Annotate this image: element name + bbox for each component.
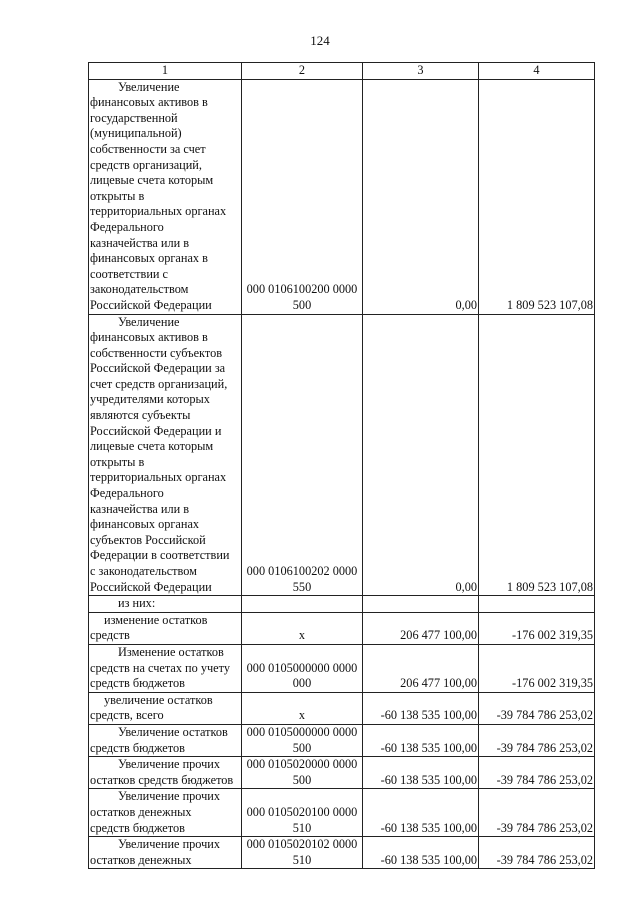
row-name-line: (муниципальной) — [90, 126, 182, 141]
row-name-line: финансовых активов в — [90, 95, 208, 110]
row-name-cell — [89, 644, 242, 692]
table-row — [89, 757, 595, 789]
row-code-line: 000 0105020100 0000 — [246, 804, 358, 819]
row-name-line: казначейства или в — [90, 501, 190, 516]
row-name-line: казначейства или в — [90, 235, 190, 250]
row-name-line: средств бюджетов — [90, 740, 185, 755]
row-name-line: открыты в — [90, 454, 145, 469]
row-name-cell — [89, 314, 242, 596]
row-value-col4: -176 002 319,35 — [479, 612, 595, 644]
row-value-col3: -60 138 535 100,00 — [363, 757, 479, 789]
row-name-line: средств — [90, 628, 130, 643]
row-name-line: счет средств организаций, — [90, 376, 228, 391]
table-body — [89, 79, 595, 869]
row-name-cell — [89, 837, 242, 869]
row-name-line: средств бюджетов — [90, 676, 185, 691]
row-name-line: финансовых органах в — [90, 251, 208, 266]
row-name-line: территориальных органах — [90, 470, 227, 485]
row-code-cell — [242, 79, 363, 314]
row-name-line: Российской Федерации — [90, 297, 212, 312]
row-value-col4 — [479, 596, 595, 613]
row-code-cell — [242, 596, 363, 613]
table-row — [89, 596, 595, 613]
header-col-4: 4 — [479, 63, 595, 80]
row-value-col4: -176 002 319,35 — [479, 644, 595, 692]
row-name-line: открыты в — [90, 188, 145, 203]
row-code-cell — [242, 757, 363, 789]
row-name-cell — [89, 724, 242, 756]
row-value-col3: 206 477 100,00 — [363, 644, 479, 692]
row-code-line: 000 0106100200 0000 — [246, 282, 358, 297]
table-header-row — [89, 63, 595, 80]
row-value-col4: -39 784 786 253,02 — [479, 692, 595, 724]
row-name-line: Увеличение — [118, 79, 180, 94]
row-name-line: финансовых активов в — [90, 330, 208, 345]
row-value-col4: -39 784 786 253,02 — [479, 789, 595, 837]
row-name-line: финансовых органах — [90, 517, 200, 532]
table-row — [89, 692, 595, 724]
row-name-line: Изменение остатков — [118, 644, 224, 659]
row-code-line: 000 0106100202 0000 — [246, 564, 358, 578]
row-code-line: 550 — [292, 579, 312, 594]
row-name-line: Российской Федерации и — [90, 423, 222, 438]
table-row — [89, 789, 595, 837]
row-name-line: средств организаций, — [90, 157, 202, 172]
budget-table — [88, 62, 595, 869]
row-value-col3 — [363, 596, 479, 613]
row-name-cell — [89, 596, 242, 613]
row-value-col3: -60 138 535 100,00 — [363, 789, 479, 837]
row-code-cell — [242, 644, 363, 692]
row-code-cell — [242, 724, 363, 756]
row-name-cell — [89, 692, 242, 724]
row-code-line: 510 — [292, 852, 312, 867]
row-name-line: Увеличение — [118, 314, 180, 329]
table-row — [89, 837, 595, 869]
row-name-line: соответствии с — [90, 266, 169, 281]
row-value-col4: -39 784 786 253,02 — [479, 757, 595, 789]
row-code-line: 000 — [292, 676, 312, 691]
row-name-line: с законодательством — [90, 564, 197, 578]
row-name-line: средств бюджетов — [90, 820, 185, 835]
row-name-line: лицевые счета которым — [90, 439, 214, 454]
row-value-col3: -60 138 535 100,00 — [363, 692, 479, 724]
row-value-col4: 1 809 523 107,08 — [479, 314, 595, 596]
row-name-cell — [89, 612, 242, 644]
row-name-line: остатков средств бюджетов — [90, 772, 234, 787]
row-code-line: 000 0105000000 0000 — [246, 724, 358, 739]
row-code-line: 000 0105020000 0000 — [246, 757, 358, 772]
row-code-line: 000 0105000000 0000 — [246, 660, 358, 675]
row-name-cell — [89, 757, 242, 789]
row-name-line: государственной — [90, 110, 178, 125]
row-value-col4: 1 809 523 107,08 — [479, 79, 595, 314]
row-name-line: законодательством — [90, 282, 189, 297]
page-number: 124 — [310, 33, 330, 48]
row-name-line: средств на счетах по учету — [90, 660, 230, 675]
row-name-line: изменение остатков — [104, 612, 208, 627]
row-code-line: 500 — [292, 297, 312, 312]
row-name-line: Российской Федерации — [90, 579, 212, 594]
row-name-line: Федерального — [90, 486, 164, 501]
row-name-line: Федерации в соответствии — [90, 548, 230, 563]
row-code-line: x — [298, 708, 306, 723]
row-name-line: субъектов Российской — [90, 532, 206, 547]
table-row — [89, 724, 595, 756]
row-name-line: Увеличение прочих — [118, 789, 221, 804]
row-name-line: Увеличение прочих — [118, 837, 221, 852]
row-name-line: Российской Федерации за — [90, 361, 226, 376]
row-code-line: 500 — [292, 740, 312, 755]
row-name-line: остатков денежных — [90, 852, 192, 867]
row-name-line: лицевые счета которым — [90, 173, 214, 188]
header-col-2: 2 — [242, 63, 363, 80]
table-row — [89, 644, 595, 692]
row-name-line: Увеличение остатков — [118, 724, 228, 739]
row-value-col3: -60 138 535 100,00 — [363, 724, 479, 756]
row-value-col3: 0,00 — [363, 314, 479, 596]
row-code-cell — [242, 314, 363, 596]
row-code-cell — [242, 612, 363, 644]
row-code-cell — [242, 789, 363, 837]
row-code-cell — [242, 692, 363, 724]
row-code-cell — [242, 837, 363, 869]
row-name-cell — [89, 789, 242, 837]
header-col-3: 3 — [363, 63, 479, 80]
table-row — [89, 612, 595, 644]
row-code-line: 510 — [292, 820, 312, 835]
row-value-col3: 0,00 — [363, 79, 479, 314]
row-name-cell — [89, 79, 242, 314]
table-row — [89, 314, 595, 596]
row-name-line: Федерального — [90, 219, 164, 234]
header-col-1: 1 — [89, 63, 242, 80]
row-name-line: увеличение остатков — [104, 692, 213, 707]
table-row — [89, 79, 595, 314]
row-code-line: x — [298, 628, 306, 643]
row-name-line: из них: — [118, 596, 156, 611]
row-name-line: собственности за счет — [90, 141, 206, 156]
row-code-line: 500 — [292, 772, 312, 787]
row-name-line: территориальных органах — [90, 204, 227, 219]
row-value-col4: -39 784 786 253,02 — [479, 724, 595, 756]
row-value-col3: 206 477 100,00 — [363, 612, 479, 644]
row-value-col3: -60 138 535 100,00 — [363, 837, 479, 869]
row-name-line: остатков денежных — [90, 804, 192, 819]
row-name-line: учредителями которых — [90, 392, 210, 407]
row-name-line: являются субъекты — [90, 408, 191, 423]
row-name-line: Увеличение прочих — [118, 757, 221, 772]
row-name-line: средств, всего — [90, 708, 164, 723]
row-code-line: 000 0105020102 0000 — [246, 837, 358, 852]
row-value-col4: -39 784 786 253,02 — [479, 837, 595, 869]
row-name-line: собственности субъектов — [90, 345, 223, 360]
